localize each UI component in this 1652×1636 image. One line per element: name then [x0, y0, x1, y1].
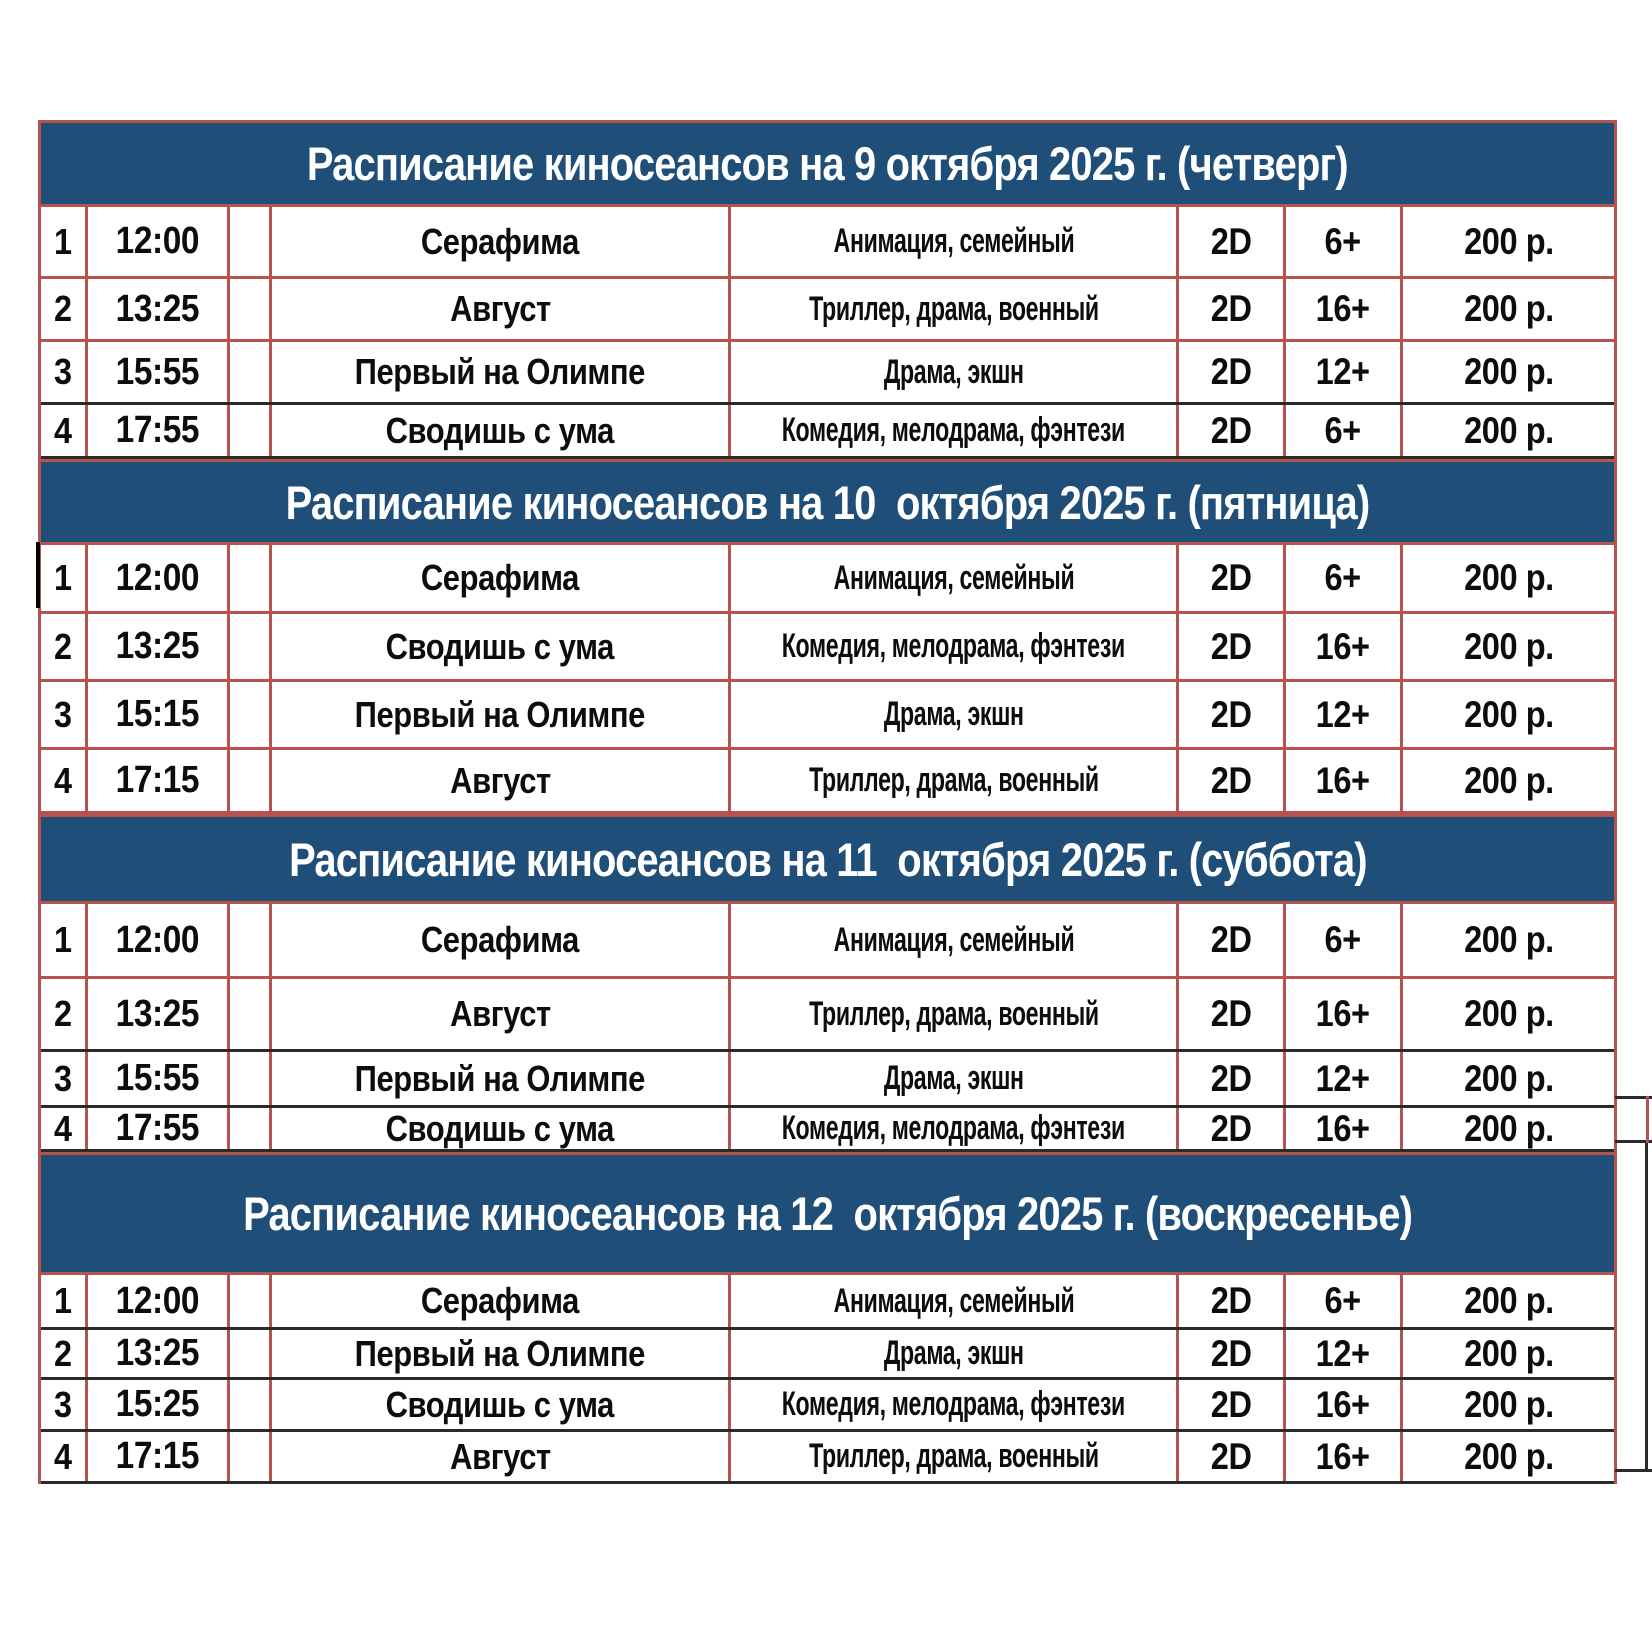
screening-row — [41, 1330, 1614, 1380]
row-number-cell: 3 — [41, 1380, 88, 1429]
format-cell: 2D — [1179, 1330, 1286, 1377]
age-rating-cell: 16+ — [1286, 979, 1403, 1049]
price-cell: 200 р. — [1403, 545, 1614, 611]
screening-row — [41, 405, 1614, 459]
genres-cell: Драма, экшн — [731, 342, 1179, 402]
spacer-cell — [230, 405, 272, 456]
day-section — [38, 814, 1617, 1152]
price-cell: 200 р. — [1403, 904, 1614, 976]
format-cell: 2D — [1179, 405, 1286, 456]
time-cell: 13:25 — [88, 614, 230, 679]
genres-cell: Анимация, семейный — [731, 545, 1179, 611]
screening-row — [41, 279, 1614, 342]
movie-title-cell: Серафима — [272, 545, 731, 611]
movie-title-cell: Первый на Олимпе — [272, 342, 731, 402]
time-cell: 13:25 — [88, 279, 230, 339]
format-cell: 2D — [1179, 1380, 1286, 1429]
screening-row — [41, 614, 1614, 682]
spacer-cell — [230, 1275, 272, 1327]
day-header — [38, 459, 1617, 542]
row-number-cell: 4 — [41, 1432, 88, 1481]
price-cell: 200 р. — [1403, 1380, 1614, 1429]
format-cell: 2D — [1179, 904, 1286, 976]
price-cell: 200 р. — [1403, 682, 1614, 747]
age-rating-cell: 6+ — [1286, 405, 1403, 456]
edge-line-artifact — [36, 542, 40, 608]
time-cell: 15:15 — [88, 682, 230, 747]
day-rows — [38, 901, 1617, 1152]
age-rating-cell: 6+ — [1286, 1275, 1403, 1327]
row-number-cell: 4 — [41, 750, 88, 811]
screening-row — [41, 750, 1614, 814]
day-title: Расписание киносеансов на 11 октября 2025 г. (суббота) — [288, 832, 1367, 886]
time-cell: 15:55 — [88, 342, 230, 402]
time-cell: 12:00 — [88, 904, 230, 976]
screening-row — [41, 1052, 1614, 1108]
format-cell: 2D — [1179, 750, 1286, 811]
price-cell: 200 р. — [1403, 1432, 1614, 1481]
price-cell: 200 р. — [1403, 1275, 1614, 1327]
row-number-cell: 2 — [41, 979, 88, 1049]
screening-row — [41, 1108, 1614, 1152]
format-cell: 2D — [1179, 979, 1286, 1049]
movie-title-cell: Серафима — [272, 904, 731, 976]
day-header — [38, 120, 1617, 204]
spacer-cell — [230, 979, 272, 1049]
day-title: Расписание киносеансов на 9 октября 2025 г. (четверг) — [307, 137, 1348, 190]
format-cell: 2D — [1179, 342, 1286, 402]
edge-line-artifact — [1646, 1096, 1649, 1143]
time-cell: 17:15 — [88, 1432, 230, 1481]
format-cell: 2D — [1179, 682, 1286, 747]
age-rating-cell: 16+ — [1286, 1108, 1403, 1149]
genres-cell: Комедия, мелодрама, фэнтези — [731, 614, 1179, 679]
screening-row — [41, 342, 1614, 405]
format-cell: 2D — [1179, 1275, 1286, 1327]
time-cell: 12:00 — [88, 207, 230, 276]
movie-title-cell: Август — [272, 979, 731, 1049]
day-section — [38, 459, 1617, 814]
age-rating-cell: 16+ — [1286, 614, 1403, 679]
format-cell: 2D — [1179, 1432, 1286, 1481]
age-rating-cell: 12+ — [1286, 682, 1403, 747]
spacer-cell — [230, 1330, 272, 1377]
time-cell: 17:15 — [88, 750, 230, 811]
day-rows — [38, 542, 1617, 814]
row-number-cell: 4 — [41, 1108, 88, 1149]
price-cell: 200 р. — [1403, 1052, 1614, 1105]
age-rating-cell: 12+ — [1286, 342, 1403, 402]
age-rating-cell: 16+ — [1286, 750, 1403, 811]
format-cell: 2D — [1179, 279, 1286, 339]
genres-cell: Анимация, семейный — [731, 1275, 1179, 1327]
movie-title-cell: Сводишь с ума — [272, 1380, 731, 1429]
screening-row — [41, 979, 1614, 1052]
movie-title-cell: Первый на Олимпе — [272, 682, 731, 747]
format-cell: 2D — [1179, 614, 1286, 679]
price-cell: 200 р. — [1403, 750, 1614, 811]
genres-cell: Комедия, мелодрама, фэнтези — [731, 1380, 1179, 1429]
spacer-cell — [230, 1108, 272, 1149]
format-cell: 2D — [1179, 1052, 1286, 1105]
movie-title-cell: Август — [272, 279, 731, 339]
spacer-cell — [230, 1432, 272, 1481]
age-rating-cell: 16+ — [1286, 1432, 1403, 1481]
format-cell: 2D — [1179, 545, 1286, 611]
day-rows — [38, 1272, 1617, 1484]
schedule-tables — [38, 120, 1617, 1484]
day-section — [38, 1152, 1617, 1484]
price-cell: 200 р. — [1403, 207, 1614, 276]
row-number-cell: 2 — [41, 279, 88, 339]
screening-row — [41, 1380, 1614, 1432]
row-number-cell: 1 — [41, 904, 88, 976]
spacer-cell — [230, 1052, 272, 1105]
day-title: Расписание киносеансов на 12 октября 2025 г. (воскресенье) — [243, 1187, 1412, 1240]
spacer-cell — [230, 545, 272, 611]
movie-title-cell: Первый на Олимпе — [272, 1052, 731, 1105]
price-cell: 200 р. — [1403, 979, 1614, 1049]
row-number-cell: 1 — [41, 545, 88, 611]
movie-title-cell: Август — [272, 750, 731, 811]
row-number-cell: 2 — [41, 614, 88, 679]
time-cell: 12:00 — [88, 545, 230, 611]
genres-cell: Комедия, мелодрама, фэнтези — [731, 1108, 1179, 1149]
screening-row — [41, 1432, 1614, 1484]
spacer-cell — [230, 342, 272, 402]
genres-cell: Комедия, мелодрама, фэнтези — [731, 405, 1179, 456]
format-cell: 2D — [1179, 1108, 1286, 1149]
price-cell: 200 р. — [1403, 342, 1614, 402]
age-rating-cell: 12+ — [1286, 1052, 1403, 1105]
time-cell: 15:25 — [88, 1380, 230, 1429]
genres-cell: Драма, экшн — [731, 682, 1179, 747]
genres-cell: Драма, экшн — [731, 1052, 1179, 1105]
price-cell: 200 р. — [1403, 279, 1614, 339]
genres-cell: Анимация, семейный — [731, 207, 1179, 276]
time-cell: 17:55 — [88, 1108, 230, 1149]
screening-row — [41, 1275, 1614, 1330]
screening-row — [41, 682, 1614, 750]
spacer-cell — [230, 682, 272, 747]
spacer-cell — [230, 904, 272, 976]
day-header — [38, 814, 1617, 901]
movie-title-cell: Первый на Олимпе — [272, 1330, 731, 1377]
format-cell: 2D — [1179, 207, 1286, 276]
genres-cell: Триллер, драма, военный — [731, 979, 1179, 1049]
movie-title-cell: Сводишь с ума — [272, 405, 731, 456]
day-section — [38, 120, 1617, 459]
price-cell: 200 р. — [1403, 1108, 1614, 1149]
day-header — [38, 1152, 1617, 1272]
time-cell: 13:25 — [88, 1330, 230, 1377]
screening-row — [41, 904, 1614, 979]
time-cell: 15:55 — [88, 1052, 230, 1105]
row-number-cell: 1 — [41, 1275, 88, 1327]
age-rating-cell: 6+ — [1286, 545, 1403, 611]
price-cell: 200 р. — [1403, 1330, 1614, 1377]
row-number-cell: 1 — [41, 207, 88, 276]
movie-title-cell: Август — [272, 1432, 731, 1481]
time-cell: 17:55 — [88, 405, 230, 456]
row-number-cell: 2 — [41, 1330, 88, 1377]
movie-title-cell: Серафима — [272, 207, 731, 276]
movie-title-cell: Сводишь с ума — [272, 614, 731, 679]
screening-row — [41, 207, 1614, 279]
day-title: Расписание киносеансов на 10 октября 2025 г. (пятница) — [285, 475, 1370, 529]
row-number-cell: 4 — [41, 405, 88, 456]
movie-title-cell: Сводишь с ума — [272, 1108, 731, 1149]
genres-cell: Анимация, семейный — [731, 904, 1179, 976]
row-number-cell: 3 — [41, 1052, 88, 1105]
genres-cell: Триллер, драма, военный — [731, 1432, 1179, 1481]
spacer-cell — [230, 1380, 272, 1429]
genres-cell: Драма, экшн — [731, 1330, 1179, 1377]
spacer-cell — [230, 750, 272, 811]
spacer-cell — [230, 207, 272, 276]
time-cell: 13:25 — [88, 979, 230, 1049]
genres-cell: Триллер, драма, военный — [731, 750, 1179, 811]
screening-row — [41, 545, 1614, 614]
price-cell: 200 р. — [1403, 405, 1614, 456]
genres-cell: Триллер, драма, военный — [731, 279, 1179, 339]
spacer-cell — [230, 279, 272, 339]
price-cell: 200 р. — [1403, 614, 1614, 679]
age-rating-cell: 16+ — [1286, 279, 1403, 339]
time-cell: 12:00 — [88, 1275, 230, 1327]
age-rating-cell: 12+ — [1286, 1330, 1403, 1377]
row-number-cell: 3 — [41, 342, 88, 402]
age-rating-cell: 6+ — [1286, 207, 1403, 276]
age-rating-cell: 6+ — [1286, 904, 1403, 976]
edge-line-artifact — [1645, 1143, 1648, 1472]
movie-title-cell: Серафима — [272, 1275, 731, 1327]
spacer-cell — [230, 614, 272, 679]
day-rows — [38, 204, 1617, 459]
row-number-cell: 3 — [41, 682, 88, 747]
age-rating-cell: 16+ — [1286, 1380, 1403, 1429]
